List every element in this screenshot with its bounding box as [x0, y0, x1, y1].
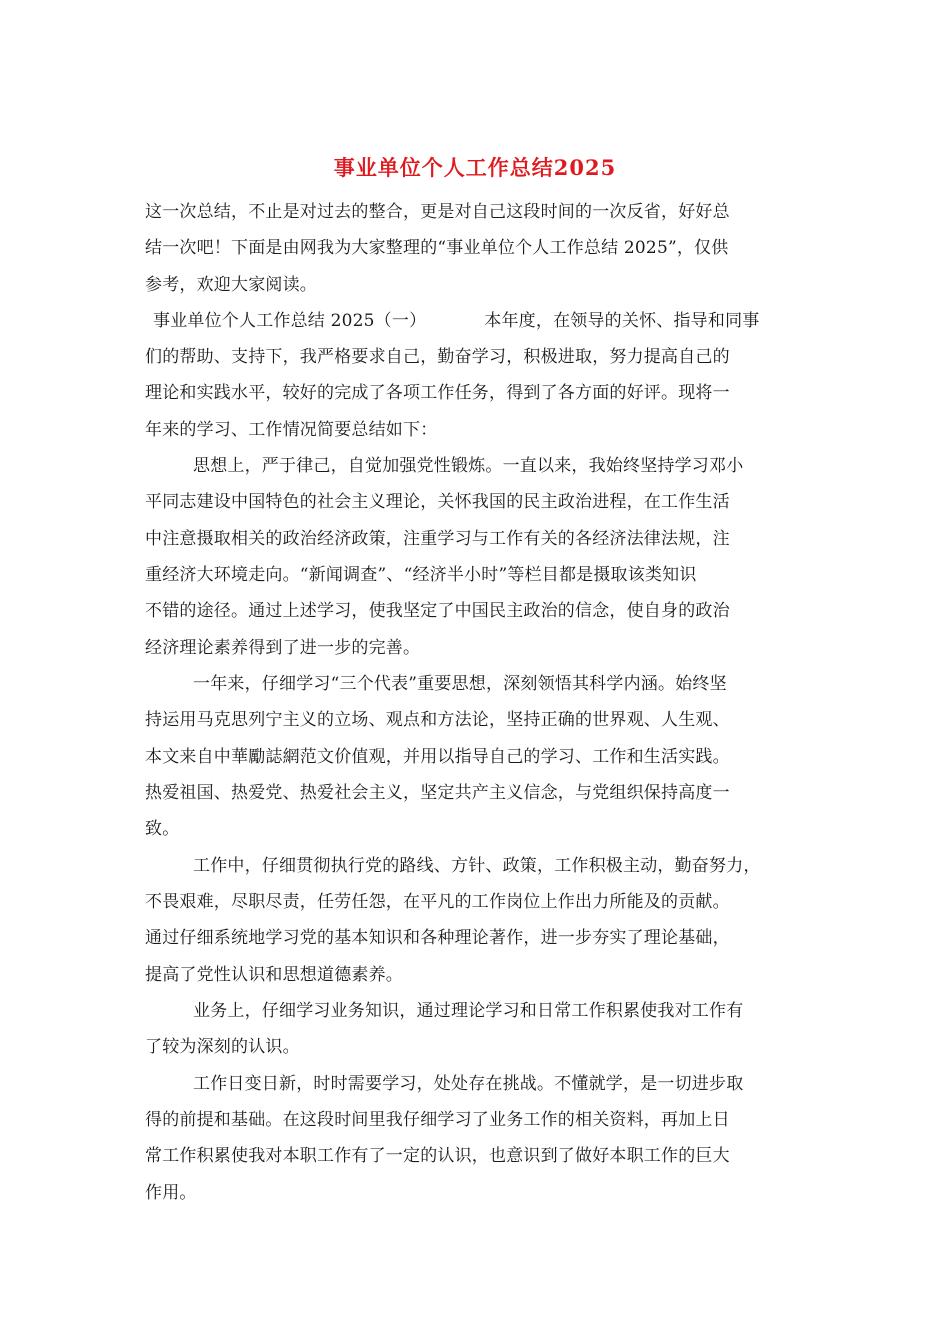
paragraph-first-line: 工作中，仔细贯彻执行党的路线、方针、政策，工作积极主动，勤奋努力，	[193, 856, 761, 876]
text-line: 重经济大环境走向。“新闻调查”、“经济半小时”等栏目都是摄取该类知识	[145, 565, 697, 585]
text-line: 年来的学习、工作情况简要总结如下：	[145, 420, 438, 440]
text-line: 们的帮助、支持下，我严格要求自己，勤奋学习，积极进取，努力提高自己的	[145, 347, 730, 367]
text-line: 中注意摄取相关的政治经济政策，注重学习与工作有关的各经济法律法规，注	[145, 529, 730, 549]
paragraph-first-line: 工作日变日新，时时需要学习，处处存在挑战。不懂就学，是一切进步取	[193, 1074, 744, 1094]
text-line: 本文来自中華勵誌網范文价值观，并用以指导自己的学习、工作和生活实践。	[145, 747, 730, 767]
paragraph-first-line: 思想上，严于律己，自觉加强党性锻炼。一直以来，我始终坚持学习邓小	[193, 456, 744, 476]
text-line: 平同志建设中国特色的社会主义理论，关怀我国的民主政治进程，在工作生活	[145, 492, 730, 512]
document-title: 事业单位个人工作总结2025	[333, 155, 617, 180]
text-line: 作用。	[145, 1183, 197, 1203]
section-opening-text: 本年度，在领导的关怀、指导和同事	[484, 311, 760, 331]
text-line: 不错的途径。通过上述学习，使我坚定了中国民主政治的信念，使自身的政治	[145, 601, 730, 621]
text-line: 持运用马克思列宁主义的立场、观点和方法论，坚持正确的世界观、人生观、	[145, 710, 730, 730]
text-line: 通过仔细系统地学习党的基本知识和各种理论著作，进一步夯实了理论基础，	[145, 928, 730, 948]
text-line: 结一次吧！下面是由网我为大家整理的“事业单位个人工作总结 2025”，仅供	[145, 238, 729, 258]
text-line: 致。	[145, 819, 180, 839]
section-heading-line	[153, 307, 759, 335]
text-line: 参考，欢迎大家阅读。	[145, 275, 317, 295]
paragraph-first-line: 一年来，仔细学习“三个代表”重要思想，深刻领悟其科学内涵。始终坚	[193, 674, 727, 694]
section-heading: 事业单位个人工作总结 2025（一）	[153, 311, 427, 331]
paragraph-first-line: 业务上，仔细学习业务知识，通过理论学习和日常工作积累使我对工作有	[193, 1001, 744, 1021]
text-line: 热爱祖国、热爱党、热爱社会主义，坚定共产主义信念，与党组织保持高度一	[145, 783, 730, 803]
text-line: 经济理论素养得到了进一步的完善。	[145, 638, 421, 658]
text-line: 常工作积累使我对本职工作有了一定的认识，也意识到了做好本职工作的巨大	[145, 1146, 730, 1166]
text-line: 了较为深刻的认识。	[145, 1037, 300, 1057]
text-line: 理论和实践水平，较好的完成了各项工作任务，得到了各方面的好评。现将一	[145, 383, 730, 403]
text-line: 不畏艰难，尽职尽责，任劳任怨，在平凡的工作岗位上作出力所能及的贡献。	[145, 892, 730, 912]
text-line: 这一次总结，不止是对过去的整合，更是对自己这段时间的一次反省，好好总	[145, 202, 730, 222]
text-line: 得的前提和基础。在这段时间里我仔细学习了业务工作的相关资料，再加上日	[145, 1110, 730, 1130]
text-line: 提高了党性认识和思想道德素养。	[145, 965, 403, 985]
